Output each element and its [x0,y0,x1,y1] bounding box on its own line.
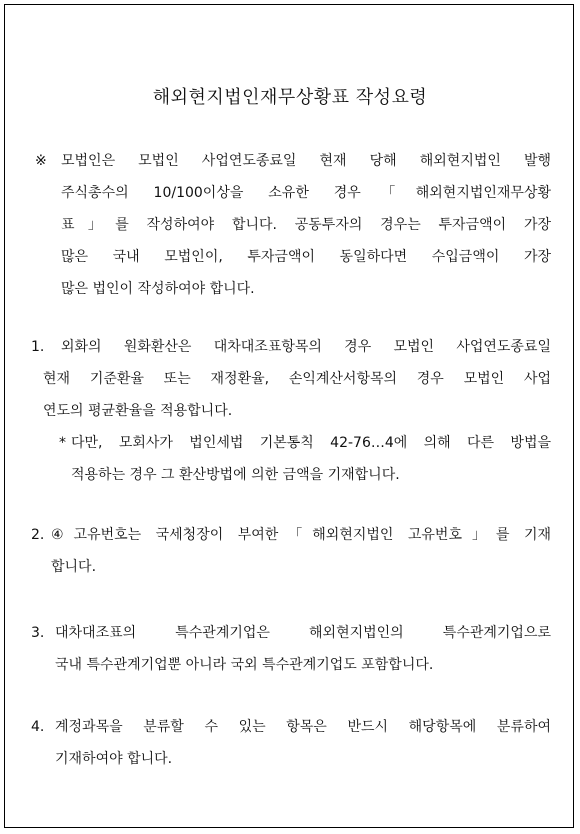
item-2-paragraph [51,519,551,583]
item-line: 계정과목을 분류할 수 있는 항목은 반드시 해당항목에 분류하여 [55,719,551,735]
item-3-paragraph [55,617,551,681]
item-1-sub-marker: * [59,435,66,451]
item-line: 현재 기준환율 또는 재정환율, 손익계산서항목의 경우 모법인 사업 [43,371,551,387]
note-line: 주식총수의 10/100이상을 소유한 경우「해외현지법인재무상황 [61,185,551,201]
item-1-paragraph [43,331,551,427]
sub-line: 다만, 모회사가 법인세법 기본통칙 42-76…4에 의해 다른 방법을 [71,435,551,451]
document-title: 해외현지법인재무상황표 작성요령 [152,87,428,108]
item-line: ④고유번호는 국세청장이 부여한「해외현지법인 고유번호」를 기재 [51,527,551,543]
item-line: 연도의 평균환율을 적용합니다. [43,403,233,419]
item-line: 외화의 원화환산은 대차대조표항목의 경우 모법인 사업연도종료일 [61,339,551,355]
item-2-marker: 2. [31,527,45,543]
item-1-sub-paragraph [71,427,551,491]
document-frame [4,4,574,828]
sub-line: 적용하는 경우 그 환산방법에 의한 금액을 기재합니다. [71,467,400,483]
item-line: 기재하여야 합니다. [55,751,173,767]
item-line: 국내 특수관계기업뿐 아니라 국외 특수관계기업도 포함합니다. [55,657,434,673]
note-marker: ※ [35,153,47,169]
note-paragraph [61,145,551,305]
item-line: 합니다. [51,559,97,575]
item-4-marker: 4. [31,719,45,735]
item-line: 대차대조표의 특수관계기업은 해외현지법인의 특수관계기업으로 [55,625,551,641]
item-4-paragraph [55,711,551,775]
note-line: 모법인은 모법인 사업연도종료일 현재 당해 해외현지법인 발행 [61,153,551,169]
note-line: 표」를 작성하여야 합니다. 공동투자의 경우는 투자금액이 가장 [61,217,551,233]
item-3-marker: 3. [31,625,45,641]
note-line: 많은 국내 모법인이, 투자금액이 동일하다면 수입금액이 가장 [61,249,551,265]
note-line: 많은 법인이 작성하여야 합니다. [61,281,255,297]
item-1-marker: 1. [31,339,45,355]
